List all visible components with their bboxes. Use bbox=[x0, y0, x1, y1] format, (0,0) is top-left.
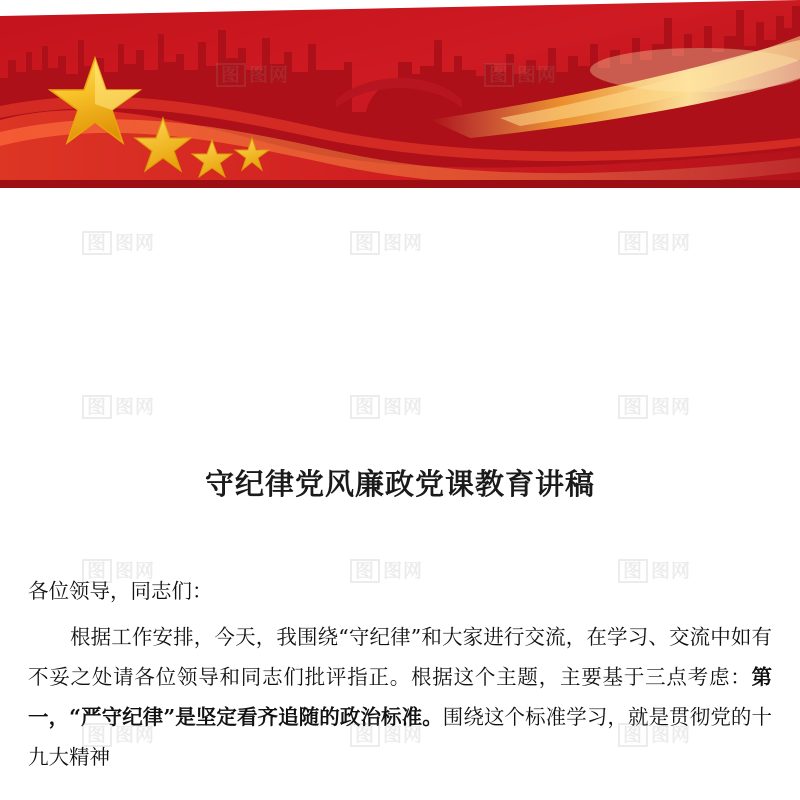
watermark-mark: 图 bbox=[350, 231, 380, 255]
watermark-text: 图网 bbox=[115, 724, 156, 746]
salutation-paragraph: 各位领导，同志们： bbox=[28, 578, 213, 603]
page-title: 守纪律党风廉政党课教育讲稿 bbox=[204, 467, 595, 502]
watermark-mark: 图 bbox=[82, 723, 112, 747]
watermark-mark: 图 bbox=[82, 395, 112, 419]
watermark-mark: 图 bbox=[618, 559, 648, 583]
light-glow bbox=[590, 48, 800, 92]
watermark-mark: 图 bbox=[618, 395, 648, 419]
body-text-bold-1: 第一，“严守纪律”是坚定看齐追随的政治标准。 bbox=[28, 664, 772, 729]
banner-graphic bbox=[0, 0, 800, 188]
body-paragraph-1 bbox=[28, 617, 772, 777]
watermark-mark: 图 bbox=[618, 231, 648, 255]
body-text-part-1: 根据工作安排，今天，我围绕“守纪律”和大家进行交流，在学习、交流中如有不妥之处请各位领导和同志们批评指正。根据这个主题，主要基于三点考虑： bbox=[28, 624, 772, 689]
watermark-mark: 图 bbox=[350, 395, 380, 419]
watermark-text: 图网 bbox=[383, 396, 424, 418]
watermark-mark: 图 bbox=[82, 559, 112, 583]
banner-base-strip bbox=[0, 180, 800, 188]
watermark-text: 图网 bbox=[383, 232, 424, 254]
watermark-text: 图网 bbox=[651, 232, 692, 254]
watermark-text: 图网 bbox=[651, 560, 692, 582]
body-text-part-2: 围绕这个标准学习，就是贯彻党的十九大精神 bbox=[28, 704, 772, 769]
document-body bbox=[0, 188, 800, 800]
watermark-mark: 图 bbox=[82, 231, 112, 255]
watermark-text: 图网 bbox=[383, 560, 424, 582]
watermark-text: 图网 bbox=[651, 724, 692, 746]
watermark-text: 图网 bbox=[115, 232, 156, 254]
banner-header bbox=[0, 0, 800, 188]
watermark-mark: 图 bbox=[350, 723, 380, 747]
watermark-mark: 图 bbox=[618, 723, 648, 747]
watermark-text: 图网 bbox=[115, 396, 156, 418]
watermark-text: 图网 bbox=[651, 396, 692, 418]
watermark-mark: 图 bbox=[350, 559, 380, 583]
watermark-text: 图网 bbox=[383, 724, 424, 746]
watermark-text: 图网 bbox=[115, 560, 156, 582]
